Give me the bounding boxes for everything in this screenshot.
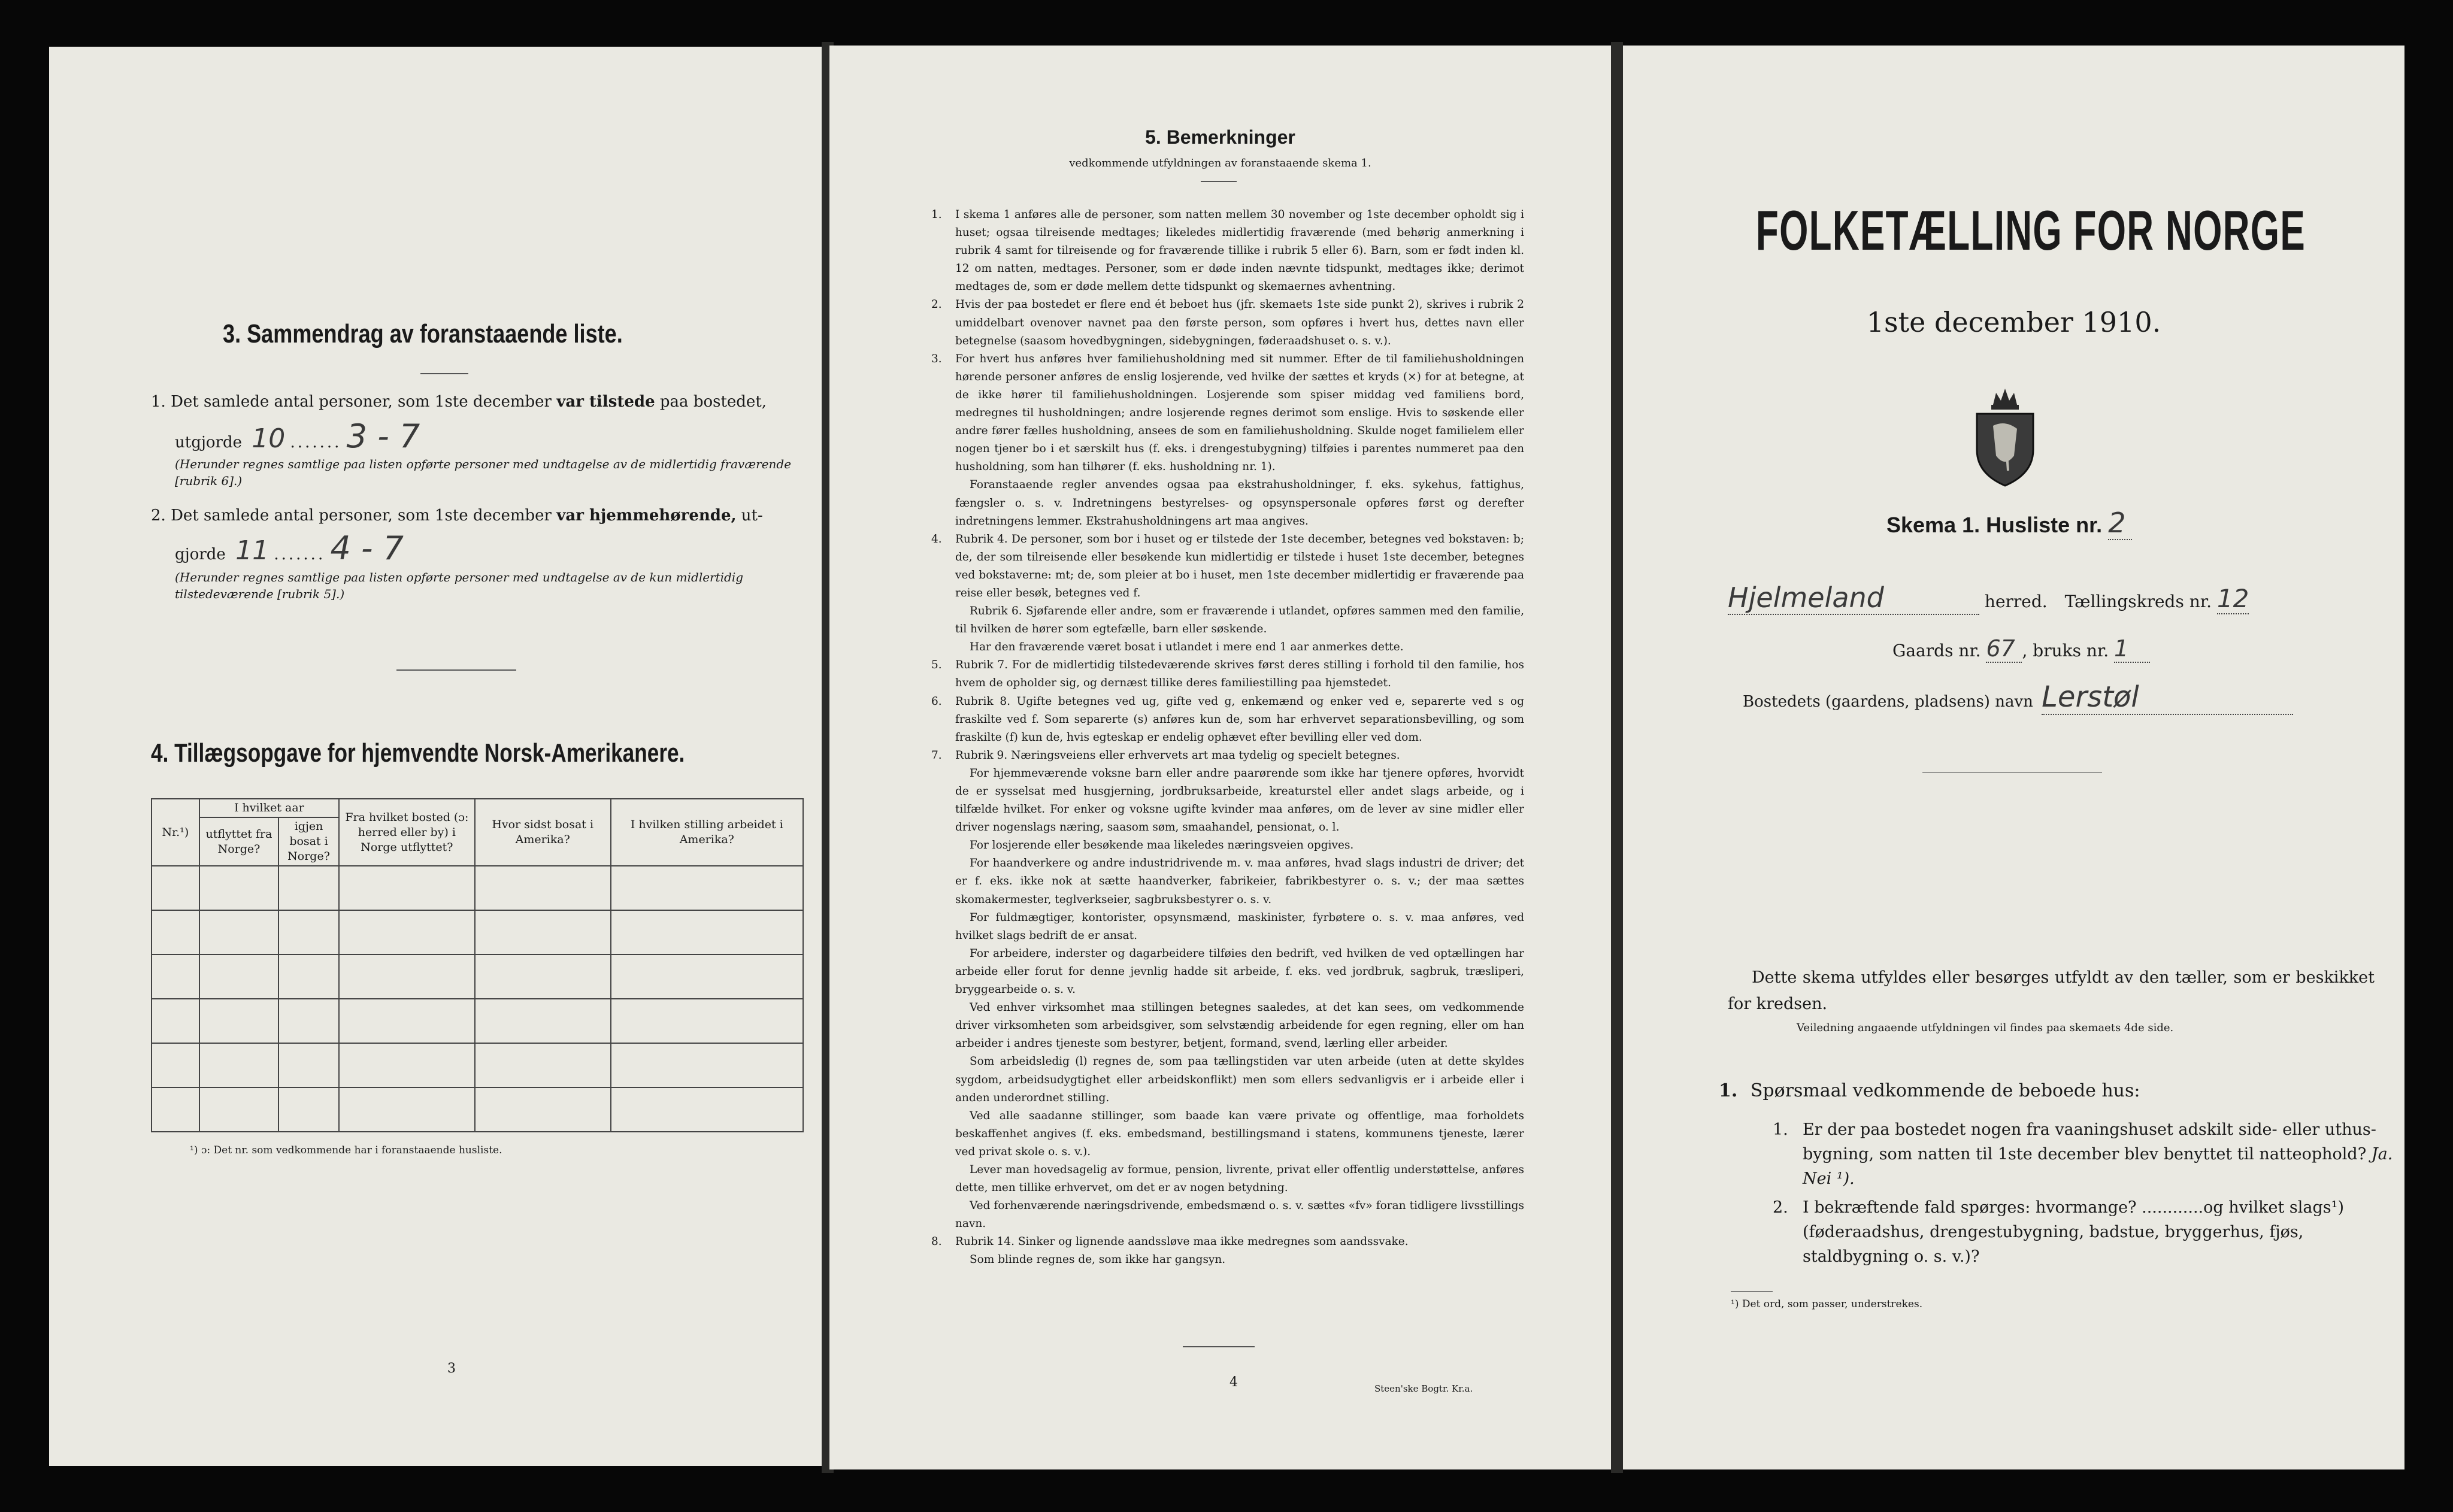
- bemerkning-paragraph: [931, 693, 1524, 747]
- bemerkning-paragraph: [931, 855, 1524, 908]
- col-utflyttet: utflyttet fra Norge?: [199, 817, 278, 866]
- paragraph-text: For losjerende eller besøkende maa likeledes næringsveien opgives.: [970, 839, 1354, 852]
- middle-page: [829, 46, 1611, 1469]
- item1-utgjorde-line: utgjorde 10 ....... 3 - 7: [175, 417, 420, 455]
- bemerkning-paragraph: [931, 747, 1524, 765]
- paragraph-number: 3.: [931, 352, 942, 365]
- paragraph-text: Rubrik 7. For de midlertidig tilstedeværende skrives først deres stilling i forhold til den familie, hos hvem de opholder sig, og dernæst tillike deres familiestilling paa hjemstedet.: [955, 659, 1524, 690]
- q1-1-text: Er der paa bostedet nogen fra vaaningshuset adskilt side- eller uthus-bygning, som natten til 1ste december blev benyttet til natteophold?: [1803, 1120, 2376, 1163]
- right-footnote: ¹) Det ord, som passer, understrekes.: [1731, 1298, 1923, 1310]
- bemerkninger-subtitle: vedkommende utfyldningen av foranstaaende skema 1.: [1069, 157, 1371, 169]
- table-row: [152, 1087, 803, 1132]
- kreds-label: Tællingskreds nr.: [2064, 592, 2212, 611]
- item2-text-b: ut-: [736, 507, 763, 525]
- bemerkning-paragraph: [931, 476, 1524, 530]
- paragraph-text: Har den fraværende været bosat i utlandet i mere end 1 aar anmerkes dette.: [970, 641, 1404, 654]
- q1-title: Spørsmaal vedkommende de beboede hus:: [1750, 1080, 2140, 1101]
- paragraph-text: Som arbeidsledig (l) regnes de, som paa tællingstiden var uten arbeide (uten at dette skyldes sygdom, arbeidsudygtighet eller arbeidskonflikt) men som ellers sedvanligvis er i arbeide eller i anden underordnet stilling.: [955, 1055, 1524, 1104]
- bemerkning-paragraph: [931, 656, 1524, 692]
- intro-note: Veiledning angaaende utfyldningen vil findes paa skemaets 4de side.: [1797, 1022, 2174, 1034]
- bemerkning-paragraph: [931, 765, 1524, 837]
- paragraph-number: 7.: [931, 749, 942, 762]
- bemerkning-paragraph: [931, 602, 1524, 638]
- bruks-handwritten: 1: [2114, 635, 2150, 663]
- bemerkning-paragraph: [931, 206, 1524, 296]
- paragraph-text: For haandverkere og andre industridrivende m. v. maa anføres, hvad slags industri de driver; det er f. eks. ikke nok at sætte haandverker, fabrikeier, fabrikbestyrer o. s. v.; der maa sættes skomakermester, teglverkseier, sagbruksbestyrer o. s. v.: [955, 857, 1524, 906]
- paragraph-text: For arbeidere, inderster og dagarbeidere tilføies den bedrift, ved hvilken de ved optællingen har arbeide eller forut for denne jevnlig hadde sit arbeide, f. eks. ved jordbruk, sagbruk, træsliperi, bryggearbeide o. s. v.: [955, 947, 1524, 996]
- paragraph-text: Rubrik 8. Ugifte betegnes ved ug, gifte ved g, enkemænd og enker ved e, separerte ved s og fraskilte ved f. Som separerte (s) anføres kun de, som har erhvervet separationsbevilling, og som fraskilte (f) kun de, hvis egteskap er endelig ophævet efter bevilling eller ved dom.: [955, 695, 1524, 744]
- paragraph-text: Rubrik 6. Sjøfarende eller andre, som er fraværende i utlandet, opføres sammen med den familie, til hvilken de hører som egtefælle, barn eller søskende.: [955, 605, 1524, 636]
- q1-1-answer: Ja. Nei ¹).: [1803, 1145, 2393, 1188]
- item1-handwritten-extra: 3 - 7: [346, 417, 420, 455]
- divider: [1183, 1346, 1255, 1347]
- utgjorde-label: utgjorde: [175, 434, 243, 452]
- paragraph-number: 5.: [931, 659, 942, 672]
- bosted-handwritten: Lerstøl: [2042, 680, 2293, 715]
- gaards-line: [1892, 635, 2150, 663]
- item1: [151, 388, 810, 416]
- paragraph-text: Rubrik 14. Sinker og lignende aandssløve maa ikke medregnes som aandssvake.: [955, 1235, 1409, 1249]
- paragraph-text: Ved alle saadanne stillinger, som baade kan være private og offentlige, maa forholdets beskaffenhet angives (f. eks. embedsmand, bestillingsmand i statens, kommunens tjeneste, lærer ved privat skole o. s. v.).: [955, 1109, 1524, 1158]
- paragraph-number: 8.: [931, 1235, 942, 1249]
- paragraph-text: Ved forhenværende næringsdrivende, embedsmænd o. s. v. sættes «fv» foran tidligere livsstillings navn.: [955, 1199, 1524, 1231]
- q1-1-num: 1.: [1773, 1120, 1788, 1139]
- bemerkning-paragraph: [931, 531, 1524, 602]
- gjorde-label: gjorde: [175, 546, 226, 563]
- page-number: 4: [1229, 1375, 1238, 1390]
- item2: [151, 502, 810, 529]
- col-igjen: igjen bosat i Norge?: [278, 817, 339, 866]
- col-i-hvilket-aar: I hvilket aar: [199, 799, 339, 817]
- bruks-label: , bruks nr.: [2022, 641, 2109, 660]
- table-row: [152, 999, 803, 1043]
- paragraph-text: Hvis der paa bostedet er flere end ét beboet hus (jfr. skemaets 1ste side punkt 2), skrives i rubrik 2 umiddelbart ovenover navnet paa den første person, som opføres i hvert hus, dettes navn eller betegnelse (saasom hovedbygningen, sidebygningen, føderaadshuset o. s. v.).: [955, 298, 1524, 347]
- item1-note: (Herunder regnes samtlige paa listen opførte personer med undtagelse av de midlertidig fraværende [rubrik 6].): [175, 457, 792, 488]
- table-row: [152, 955, 803, 999]
- q1-num: 1.: [1719, 1080, 1738, 1101]
- item1-num: 1.: [151, 393, 166, 411]
- paragraph-number: 6.: [931, 695, 942, 708]
- skema-line: [1886, 507, 2132, 540]
- q1-2-text: I bekræftende fald spørges: hvormange? ............og hvilket slags¹) (føderaadshus, drengestubygning, badstue, bryggerhus, fjøs, staldbygning o. s. v.)?: [1803, 1198, 2344, 1266]
- paragraph-text: For fuldmægtiger, kontorister, opsynsmænd, maskinister, fyrbøtere o. s. v. maa anføres, ved hvilket slags bedrift de er ansat.: [955, 911, 1524, 942]
- section4-title: 4. Tillægsopgave for hjemvendte Norsk-Amerikanere.: [151, 738, 685, 768]
- table-row: [152, 1043, 803, 1087]
- bemerkning-paragraph: [931, 1107, 1524, 1161]
- paragraph-text: Som blinde regnes de, som ikke har gangsyn.: [970, 1253, 1226, 1266]
- bemerkning-paragraph: [931, 1053, 1524, 1107]
- census-date: 1ste december 1910.: [1866, 306, 2161, 338]
- bemerkning-paragraph: [931, 1251, 1524, 1269]
- item2-note: (Herunder regnes samtlige paa listen opførte personer med undtagelse av de kun midlertidig tilstedeværende [rubrik 5].): [175, 570, 744, 601]
- paragraph-text: For hjemmeværende voksne barn eller andre paarørende som ikke har tjenere opføres, hvorvidt de er sysselsat med husgjerning, jordbruksarbeide, kreaturstel eller andet slags arbeide, og i tilfælde hvilket. For enker og voksne ugifte kvinder maa anføres, om de lever av sine midler eller driver nogenslags næring, saasom søm, smaahandel, pensionat, o. l.: [955, 766, 1524, 834]
- paragraph-number: 1.: [931, 208, 942, 221]
- paragraph-text: Lever man hovedsagelig av formue, pension, livrente, privat eller offentlig understøttelse, anføres dette, men tillike erhvervet, om det er av nogen betydning.: [955, 1163, 1524, 1195]
- printer-credit: Steen'ske Bogtr. Kr.a.: [1374, 1383, 1473, 1394]
- kreds-handwritten: 12: [2216, 584, 2249, 613]
- paragraph-text: Rubrik 4. De personer, som bor i huset og er tilstede der 1ste december, betegnes ved bokstaven: b; de, der som tilreisende eller besøkende kun midlertidig er tilstede i huset 1ste december, betegnes ved bokstaverne: mt; de, som pleier at bo i huset, men 1ste december midlertidig er fraværende paa reise eller besøk, betegnes ved f.: [955, 532, 1524, 599]
- paragraph-text: Foranstaaende regler anvendes ogsaa paa ekstrahusholdninger, f. eks. sykehus, fattighus, fængsler o. s. v. Indretningens bestyrelses- og opsynspersonale opføres først og derefter indretningens lemmer. Ekstrahusholdningens art maa angives.: [955, 478, 1524, 528]
- bemerkning-paragraph: [931, 638, 1524, 656]
- bemerkning-paragraph: [931, 1233, 1524, 1251]
- norsk-amerikanere-table: [151, 798, 804, 1132]
- herred-line: [1728, 581, 2387, 615]
- divider: [1731, 1291, 1773, 1292]
- bemerkning-paragraph: [931, 945, 1524, 999]
- col-fra-hvilket-bosted: Fra hvilket bosted (ɔ: herred eller by) i Norge utflyttet?: [339, 799, 475, 866]
- right-page: [1623, 46, 2404, 1469]
- husliste-number-handwritten: 2: [2108, 507, 2132, 540]
- coat-of-arms-icon: [1966, 384, 2044, 489]
- section3-title: 3. Sammendrag av foranstaaende liste.: [223, 319, 623, 349]
- page-fold-right: [1611, 42, 1623, 1473]
- q1-heading: [1719, 1080, 2140, 1101]
- item1-handwritten-value: 10: [252, 423, 286, 454]
- herred-label: herred.: [1984, 592, 2048, 611]
- item1-text: Det samlede antal personer, som 1ste december: [171, 393, 557, 411]
- intro-text: Dette skema utfyldes eller besørges utfyldt av den tæller, som er beskikket for kredsen.: [1728, 968, 2375, 1013]
- divider: [1201, 181, 1237, 182]
- paragraph-text: Ved enhver virksomhet maa stillingen betegnes saaledes, at det kan sees, om vedkommende driver virksomheten som arbeidsgiver, som selvstændig arbeidende for egen regning, eller om han arbeider i andres tjeneste som bestyrer, betjent, formand, svend, lærling eller arbeider.: [955, 1001, 1524, 1050]
- item2-gjorde-line: gjorde 11 ....... 4 - 7: [175, 529, 404, 567]
- bemerkninger-body: [931, 206, 1524, 1269]
- paragraph-text: For hvert hus anføres hver familiehusholdning med sit nummer. Efter de til familiehusholdningen hørende personer anføres de enslig losjerende, ved hvilke der sættes et kryds (×) for at betegne, at de ikke hører til familiehusholdningen. Losjerende som spiser middag ved familiens bord, medregnes til husholdningen; andre losjerende regnes derimot som enslige. Hvis to søskende eller andre fører fælles husholdning, ansees de som en familiehusholdning. Skulde noget familielem eller nogen tjener bo i et særskilt hus (f. eks. i drengestubygning) tilføies i parentes nummeret paa den husholdning, som han tilhører (f. eks. husholdning nr. 1).: [955, 352, 1524, 474]
- paragraph-number: 4.: [931, 532, 942, 546]
- table-row: [152, 910, 803, 955]
- q1-1: [1773, 1117, 2401, 1191]
- bosted-label: Bostedets (gaardens, pladsens) navn: [1743, 693, 2033, 711]
- item1-text-b: paa bostedet,: [655, 393, 767, 411]
- bemerkning-paragraph: [931, 909, 1524, 945]
- left-page: [49, 47, 822, 1466]
- page-number: 3: [447, 1361, 456, 1376]
- item2-text: Det samlede antal personer, som 1ste december: [171, 507, 557, 525]
- col-nr: Nr.¹): [152, 799, 199, 866]
- bosted-line: [1743, 680, 2293, 715]
- item2-num: 2.: [151, 507, 166, 525]
- bemerkning-paragraph: [931, 296, 1524, 350]
- item2-handwritten-value: 11: [235, 535, 269, 566]
- skema-label: Skema 1. Husliste nr.: [1886, 513, 2103, 537]
- paragraph-text: Rubrik 9. Næringsveiens eller erhvervets art maa tydelig og specielt betegnes.: [955, 749, 1400, 762]
- divider: [396, 669, 516, 671]
- paragraph-text: I skema 1 anføres alle de personer, som natten mellem 30 november og 1ste december opholdt sig i huset; ogsaa tilreisende medtages; likeledes midlertidig fraværende (med behørig anmerkning i rubrik 4 samt for tilreisende og for fraværende tillike i rubrik 5 eller 6). Barn, som er født inden kl. 12 om natten, medtages. Personer, som er døde inden nævnte tidspunkt, medtages ikke; derimot medtages de, som er døde mellem dette tidspunkt og skemaernes avhentning.: [955, 208, 1524, 293]
- herred-handwritten: Hjelmeland: [1728, 581, 1979, 615]
- item2-handwritten-extra: 4 - 7: [330, 529, 404, 567]
- table-row: [152, 866, 803, 910]
- item1-bold: var tilstede: [556, 393, 655, 411]
- bemerkning-paragraph: [931, 350, 1524, 477]
- main-title: FOLKETÆLLING FOR NORGE: [1755, 199, 2306, 262]
- col-stilling: I hvilken stilling arbeidet i Amerika?: [611, 799, 803, 866]
- gaards-handwritten: 67: [1986, 635, 2022, 663]
- q1-2: [1773, 1195, 2401, 1269]
- item2-bold: var hjemmehørende,: [556, 507, 737, 525]
- bemerkning-paragraph: [931, 837, 1524, 855]
- bemerkninger-title: 5. Bemerkninger: [1145, 126, 1295, 148]
- table-footnote: ¹) ɔ: Det nr. som vedkommende har i foranstaaende husliste.: [190, 1144, 502, 1156]
- divider: [420, 373, 468, 374]
- gaards-label: Gaards nr.: [1892, 641, 1981, 660]
- paragraph-number: 2.: [931, 298, 942, 311]
- bemerkning-paragraph: [931, 1197, 1524, 1233]
- col-hvor-sidst: Hvor sidst bosat i Amerika?: [475, 799, 611, 866]
- ornament-divider: [1922, 772, 2102, 773]
- q1-2-num: 2.: [1773, 1198, 1788, 1217]
- table-header-row: [152, 799, 803, 817]
- bemerkning-paragraph: [931, 1161, 1524, 1197]
- bemerkning-paragraph: [931, 999, 1524, 1053]
